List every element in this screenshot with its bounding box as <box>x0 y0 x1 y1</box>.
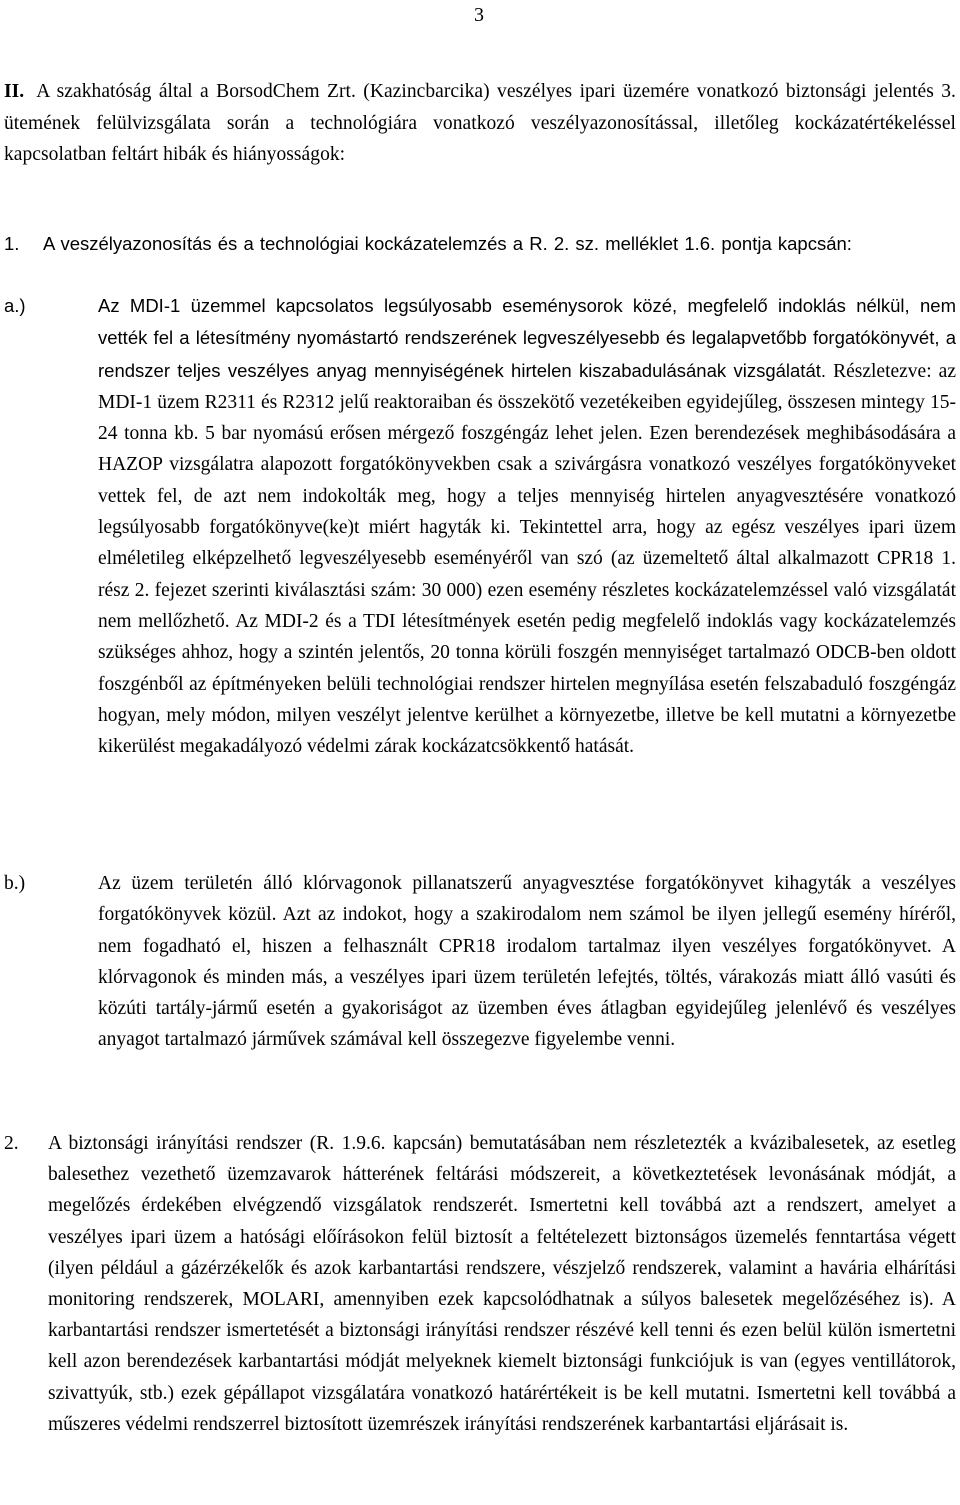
subitem-a-text: Részletezve: az MDI-1 üzem R2311 és R2312 jelű reaktoraiban és összekötő vezetékeiben egyidejűleg, összesen mintegy 15-24 tonna kb. 5 bar nyomású erősen mérgező foszgéngáz lehet jelen. Ezen berendezések meghibásodására a HAZOP vizsgálatra alapozott forgatókönyvekben csak a szivárgásra vonatkozó veszélyes forgatókönyveket vettek fel, de azt nem indokolták meg, hogy a teljes mennyiség hirtelen anyagvesztésére vonatkozó legsúlyosabb forgatókönyve(ke)t miért hagyták ki. Tekintettel arra, hogy az egész veszélyes ipari üzem elméletileg elképzelhető legveszélyesebb eseményéről van szó (az üzemeltető által alkalmazott CPR18 1. rész 2. fejezet szerinti kiválasztási szám: 30 000) ezen esemény részletes kockázatelemzéssel való vizsgálatát nem mellőzhető. Az MDI-2 és a TDI létesítmények esetén pedig megfelelő indoklás vagy kockázatelemzés szükséges ahhoz, hogy a szintén jelentős, 20 tonna körüli foszgén mennyiséget tartalmazó ODCB-ben oldott foszgénből az építményeken belüli technológiai rendszer hirtelen megnyílása esetén felszabaduló foszgéngáz hogyan, mely módon, milyen veszélyt jelentve kerülhet a környezetbe, illetve be kell mutatni a környezetbe kikerülést megakadályozó védelmi zárak kockázatcsökkentő hatását. <box>98 360 956 758</box>
subitem-a-marker: a.) <box>4 295 26 316</box>
page-number: 3 <box>474 4 484 26</box>
item-2 <box>4 1128 956 1440</box>
item-1-heading-text: A veszélyazonosítás és a technológiai kockázatelemzés a R. 2. sz. melléklet 1.6. pontja kapcsán: <box>43 233 852 254</box>
section-title: A szakhatóság által a BorsodChem Zrt. (Kazincbarcika) veszélyes ipari üzemére vonatkozó biztonsági jelentés 3. ütemének felülvizsgálata során a technológiára vonatkozó veszélyazonosítással, illetőleg kockázatértékeléssel kapcsolatban feltárt hibák és hiányosságok: <box>4 81 956 165</box>
subitem-a <box>4 290 956 762</box>
subitem-a-body <box>98 290 956 762</box>
section-roman-numeral: II. <box>4 81 25 102</box>
item-2-text: A biztonsági irányítási rendszer (R. 1.9.6. kapcsán) bemutatásában nem részletezték a kvázibalesetek, az esetleg balesethez vezethető üzemzavarok hátterének feltárási módszereit, a következtetések levonásának módját, a megelőzés érdekében elvégzendő vizsgálatok rendszerét. Ismertetni kell továbbá azt a rendszert, amelyet a veszélyes ipari üzem a hatósági előírásokon felül biztosít a feltételezett biztonságos üzemelés fenntartása végett (ilyen például a gázérzékelők és azok karbantartási rendszere, vészjelző rendszerek, valamint a havária elhárítási monitoring rendszerek, MOLARI, amennyiben ezek kapcsolódhatnak a súlyos balesetek megelőzéséhez is). A karbantartási rendszer ismertetését a biztonsági irányítási rendszer részévé kell tenni és ezen belül külön ismertetni kell azon berendezések karbantartási módját melyeknek kiemelt biztonsági funkciójuk is van (egyes ventillátorok, szivattyúk, stb.) ezek gépállapot vizsgálatára vonatkozó határértékeit is be kell mutatni. Ismertetni kell továbbá a műszeres védelmi rendszerrel biztosított üzemrészek irányítási rendszerének karbantartási eljárásait is. <box>48 1133 956 1435</box>
section-heading <box>4 76 956 171</box>
subitem-a-lead: Az MDI-1 üzemmel kapcsolatos legsúlyosabb eseménysorok közé, megfelelő indoklás nélkül, nem vették fel a létesítmény nyomástartó rendszerének legveszélyesebb és legalapvetőbb forgatókönyvét, a rendszer teljes veszélyes anyag mennyiségének hirtelen kiszabadulásának vizsgálatát. <box>98 295 956 381</box>
item-2-number: 2. <box>4 1133 19 1154</box>
item-1-heading <box>4 228 956 260</box>
item-1-number: 1. <box>4 233 20 254</box>
subitem-b <box>4 868 956 1056</box>
subitem-b-marker: b.) <box>4 873 26 894</box>
subitem-b-text: Az üzem területén álló klórvagonok pillanatszerű anyagvesztése forgatókönyvet kihagyták a veszélyes forgatókönyvek közül. Azt az indokot, hogy a szakirodalom nem számol be ilyen jellegű esemény híréről, nem fogadható el, hiszen a felhasznált CPR18 irodalom tartalmaz ilyen veszélyes forgatókönyvet. A klórvagonok és minden más, a veszélyes ipari üzem területén lefejtés, töltés, várakozás miatt álló vasúti és közúti tartály-jármű esetén a gyakoriságot az üzemben éves átlagban egyidejűleg jelenlévő és veszélyes anyagot tartalmazó járművek számával kell összegezve figyelembe venni. <box>98 873 956 1051</box>
